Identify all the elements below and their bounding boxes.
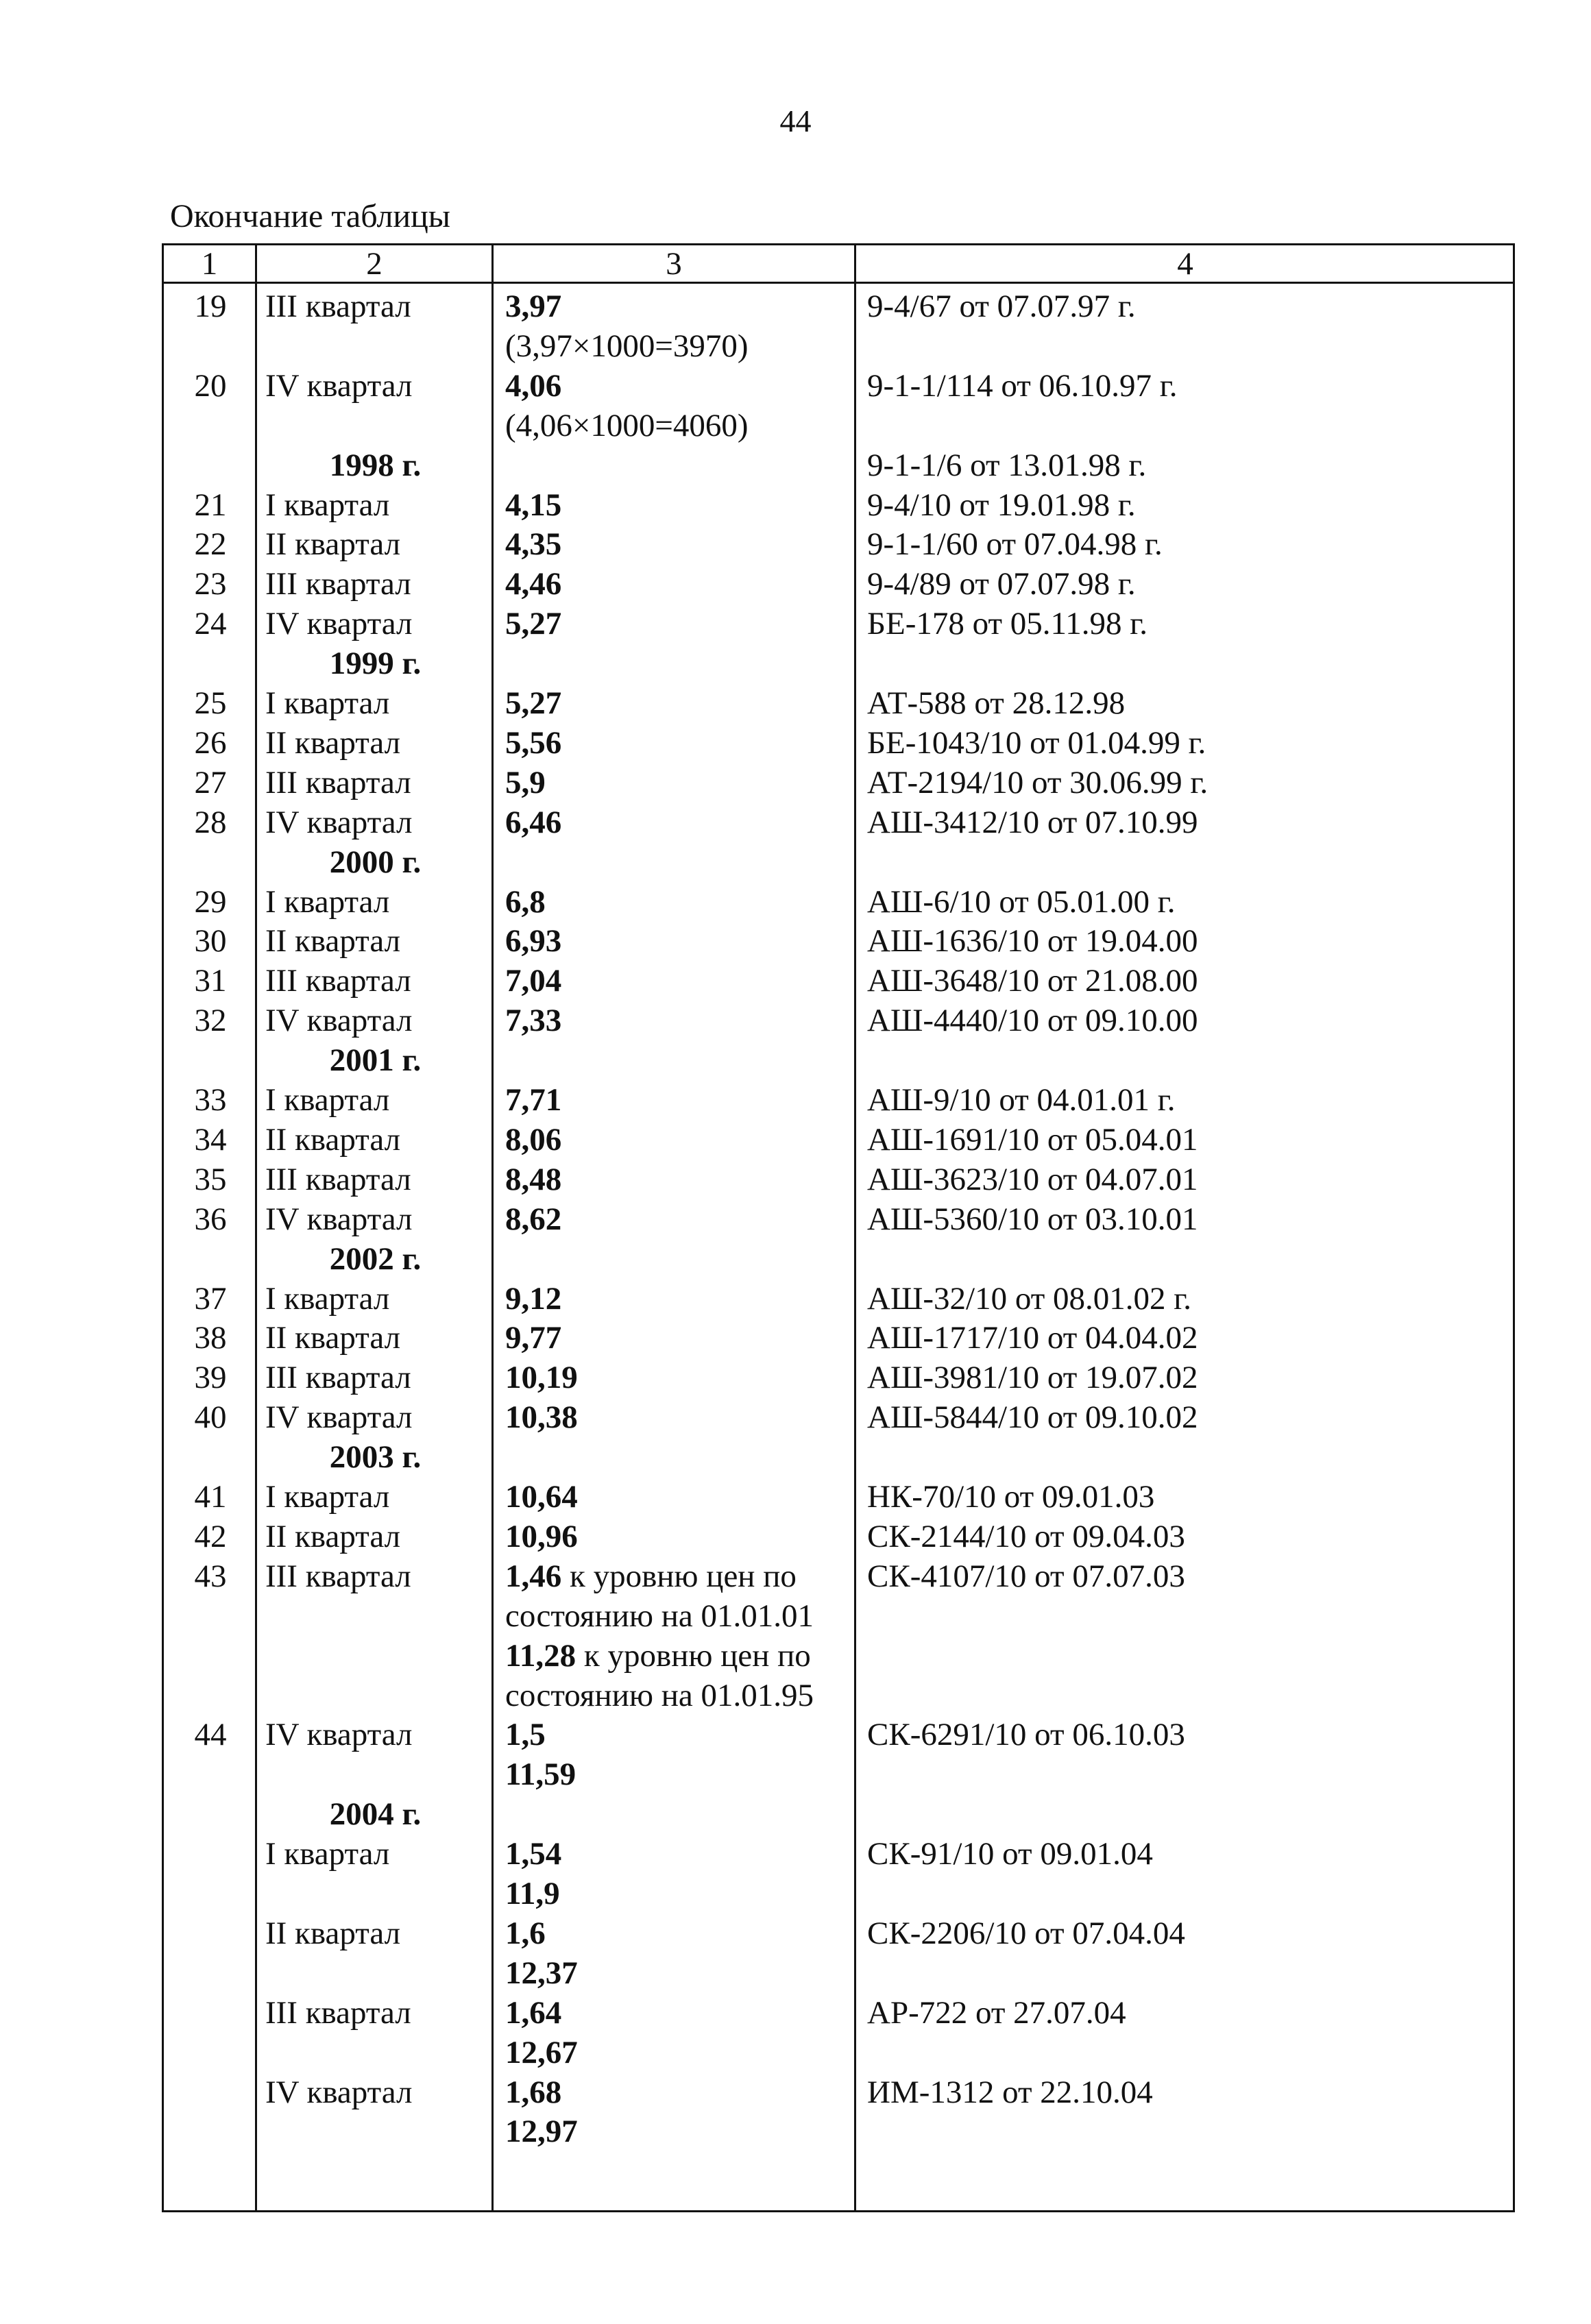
table-row [164,1556,1513,1596]
index-value: 1,54 [505,1836,562,1872]
period-label: II квартал [265,724,401,761]
period-label: IV квартал [265,2074,413,2110]
index-value: 6,8 [505,883,546,920]
table-row [164,763,1513,803]
row-number: 35 [194,1161,227,1197]
table-row [164,1160,1513,1199]
row-number: 29 [194,883,227,920]
row-number: 44 [194,1717,227,1753]
document-reference: 9-4/67 от 07.07.97 г. [867,289,1136,324]
table-row [164,882,1513,922]
row-number: 20 [194,367,227,404]
document-reference: БЕ-1043/10 от 01.04.99 г. [867,724,1206,761]
table-row [164,961,1513,1001]
index-value: 10,19 [505,1360,578,1396]
index-value: 1,64 [505,1994,562,2031]
year-heading: 2002 г. [329,1240,422,1277]
index-value: 10,96 [505,1518,578,1554]
year-heading: 2004 г. [329,1796,422,1833]
period-label: II квартал [265,1320,401,1356]
index-value: (4,06×1000=4060) [505,407,749,443]
row-number: 24 [194,606,227,642]
index-value: 11,28 к уровню цен по [505,1637,811,1674]
table-row [164,564,1513,604]
document-reference: СК-6291/10 от 06.10.03 [867,1717,1185,1753]
table-row [164,366,1513,406]
index-value: 12,37 [505,1955,578,1991]
table-row [164,1754,1513,1794]
period-label: I квартал [265,1479,390,1515]
table-row [164,604,1513,644]
row-number: 36 [194,1201,227,1237]
period-label: III квартал [265,1161,411,1197]
index-value: 7,33 [505,1003,562,1039]
index-value: 9,77 [505,1320,562,1356]
table-row [164,1874,1513,1913]
period-label: IV квартал [265,1399,413,1436]
row-number: 27 [194,764,227,800]
table-row [164,1636,1513,1676]
period-label: IV квартал [265,1717,413,1753]
index-value: 8,48 [505,1161,562,1197]
period-label: III квартал [265,1360,411,1396]
document-reference: АШ-1691/10 от 05.04.01 [867,1121,1198,1158]
document-reference: 9-4/89 от 07.07.98 г. [867,566,1136,602]
header-col-3: 3 [666,246,682,282]
index-value: 1,46 к уровню цен по [505,1558,797,1594]
row-number: 31 [194,963,227,999]
document-reference: АШ-5844/10 от 09.10.02 [867,1399,1198,1436]
table-row [164,1596,1513,1636]
table-row [164,1397,1513,1437]
row-number: 32 [194,1003,227,1039]
table-row [164,1794,1513,1834]
row-number: 28 [194,804,227,840]
index-value: 8,06 [505,1121,562,1158]
row-number: 23 [194,566,227,602]
table-row [164,1517,1513,1556]
table-row [164,2072,1513,2112]
period-label: II квартал [265,923,401,959]
row-number: 43 [194,1558,227,1594]
table-row [164,842,1513,882]
document-reference: СК-2206/10 от 07.04.04 [867,1915,1185,1951]
table-row [164,1239,1513,1279]
header-col-4: 4 [1177,246,1193,282]
header-col-2: 2 [366,246,382,282]
index-value: 3,97 [505,289,562,324]
table-row [164,1358,1513,1397]
document-reference: АШ-32/10 от 08.01.02 г. [867,1280,1191,1317]
period-label: II квартал [265,1121,401,1158]
period-label: I квартал [265,685,390,721]
document-reference: АШ-3412/10 от 07.10.99 [867,804,1198,840]
index-value: 12,67 [505,2034,578,2070]
document-reference: СК-4107/10 от 07.07.03 [867,1558,1185,1594]
index-value: 8,62 [505,1201,562,1237]
row-number: 22 [194,526,227,563]
row-number: 41 [194,1479,227,1515]
period-label: I квартал [265,1836,390,1872]
document-reference: 9-1-1/114 от 06.10.97 г. [867,367,1178,404]
index-value: 4,35 [505,526,562,563]
year-heading: 2001 г. [329,1042,422,1079]
row-number: 39 [194,1360,227,1396]
index-value: 10,38 [505,1399,578,1436]
table-caption: Окончание таблицы [170,198,451,234]
period-label: IV квартал [265,1003,413,1039]
document-reference: АШ-4440/10 от 09.10.00 [867,1003,1198,1039]
index-value: 1,6 [505,1915,546,1951]
index-value: состоянию на 01.01.01 [505,1598,814,1634]
index-value: 11,9 [505,1876,560,1911]
row-number: 30 [194,923,227,959]
row-number: 42 [194,1518,227,1554]
document-reference: АТ-2194/10 от 30.06.99 г. [867,764,1209,800]
row-number: 40 [194,1399,227,1436]
table-row [164,406,1513,445]
table-row [164,1913,1513,1953]
period-label: III квартал [265,764,411,800]
index-value: 7,04 [505,963,562,999]
index-value: 7,71 [505,1082,562,1118]
period-label: III квартал [265,289,411,324]
row-number: 19 [194,289,227,324]
year-heading: 1999 г. [329,646,422,682]
document-reference: АШ-6/10 от 05.01.00 г. [867,883,1176,920]
table-row [164,1834,1513,1874]
document-reference: АТ-588 от 28.12.98 [867,685,1126,721]
period-label: III квартал [265,566,411,602]
row-number: 33 [194,1082,227,1118]
period-label: I квартал [265,883,390,920]
period-label: I квартал [265,1082,390,1118]
row-number: 38 [194,1320,227,1356]
period-label: I квартал [265,1280,390,1317]
table-row [164,1040,1513,1080]
document-reference: СК-2144/10 от 09.04.03 [867,1518,1185,1554]
document-reference: СК-91/10 от 09.01.04 [867,1836,1153,1872]
document-reference: АШ-1636/10 от 19.04.00 [867,923,1198,959]
table-row [164,445,1513,485]
document-reference: АШ-3981/10 от 19.07.02 [867,1360,1198,1396]
document-reference: АШ-5360/10 от 03.10.01 [867,1201,1198,1237]
period-label: III квартал [265,1558,411,1594]
table-row [164,326,1513,366]
document-reference: АШ-1717/10 от 04.04.02 [867,1320,1198,1356]
table-row [164,683,1513,723]
period-label: IV квартал [265,606,413,642]
data-table [162,243,1515,2212]
period-label: IV квартал [265,1201,413,1237]
table-row [164,1953,1513,1993]
index-value: 4,15 [505,487,562,523]
table-row [164,1001,1513,1040]
period-label: III квартал [265,963,411,999]
period-label: II квартал [265,1915,401,1951]
index-value: 1,68 [505,2074,562,2110]
index-value: 1,5 [505,1717,546,1753]
table-row [164,286,1513,326]
row-number: 21 [194,487,227,523]
table-row [164,1715,1513,1754]
index-value: 5,56 [505,724,562,761]
index-value: 6,93 [505,923,562,959]
table-row [164,1318,1513,1358]
table-row [164,1993,1513,2033]
index-value: 5,27 [505,685,562,721]
header-col-1: 1 [201,246,218,282]
document-reference: 9-1-1/60 от 07.04.98 г. [867,526,1163,563]
row-number: 26 [194,724,227,761]
table-row [164,1120,1513,1160]
index-value: 5,9 [505,764,546,800]
index-value: 6,46 [505,804,562,840]
table-row [164,644,1513,683]
table-row [164,1080,1513,1120]
document-reference: АШ-3623/10 от 04.07.01 [867,1161,1198,1197]
period-label: III квартал [265,1994,411,2031]
table-row [164,485,1513,525]
index-value: 11,59 [505,1757,576,1793]
table-row [164,723,1513,763]
year-heading: 2003 г. [329,1439,422,1476]
period-label: IV квартал [265,804,413,840]
table-row [164,1676,1513,1715]
index-value: состоянию на 01.01.95 [505,1677,814,1713]
table-row [164,2033,1513,2072]
document-reference: 9-4/10 от 19.01.98 г. [867,487,1136,523]
index-value: 12,97 [505,2114,578,2150]
row-number: 25 [194,685,227,721]
period-label: I квартал [265,487,390,523]
index-value: 10,64 [505,1479,578,1515]
index-value: (3,97×1000=3970) [505,328,749,364]
table-row [164,2112,1513,2151]
document-reference: АШ-3648/10 от 21.08.00 [867,963,1198,999]
table-row [164,921,1513,961]
period-label: IV квартал [265,367,413,404]
index-value: 5,27 [505,606,562,642]
period-label: II квартал [265,526,401,563]
table-row [164,1477,1513,1517]
period-label: II квартал [265,1518,401,1554]
document-reference: 9-1-1/6 от 13.01.98 г. [867,447,1147,483]
table-row [164,1199,1513,1239]
document-reference: АР-722 от 27.07.04 [867,1994,1126,2031]
index-value: 4,06 [505,367,562,404]
index-value: 9,12 [505,1280,562,1317]
document-reference: АШ-9/10 от 04.01.01 г. [867,1082,1176,1118]
index-value: 4,46 [505,566,562,602]
year-heading: 1998 г. [329,447,422,483]
document-reference: НК-70/10 от 09.01.03 [867,1479,1155,1515]
page-number: 44 [779,103,812,138]
year-heading: 2000 г. [329,844,422,880]
document-reference: ИМ-1312 от 22.10.04 [867,2074,1153,2110]
table-row [164,803,1513,842]
table-row [164,1437,1513,1477]
row-number: 34 [194,1121,227,1158]
table-row [164,1279,1513,1319]
table-row [164,524,1513,564]
document-reference: БЕ-178 от 05.11.98 г. [867,606,1148,642]
row-number: 37 [194,1280,227,1317]
